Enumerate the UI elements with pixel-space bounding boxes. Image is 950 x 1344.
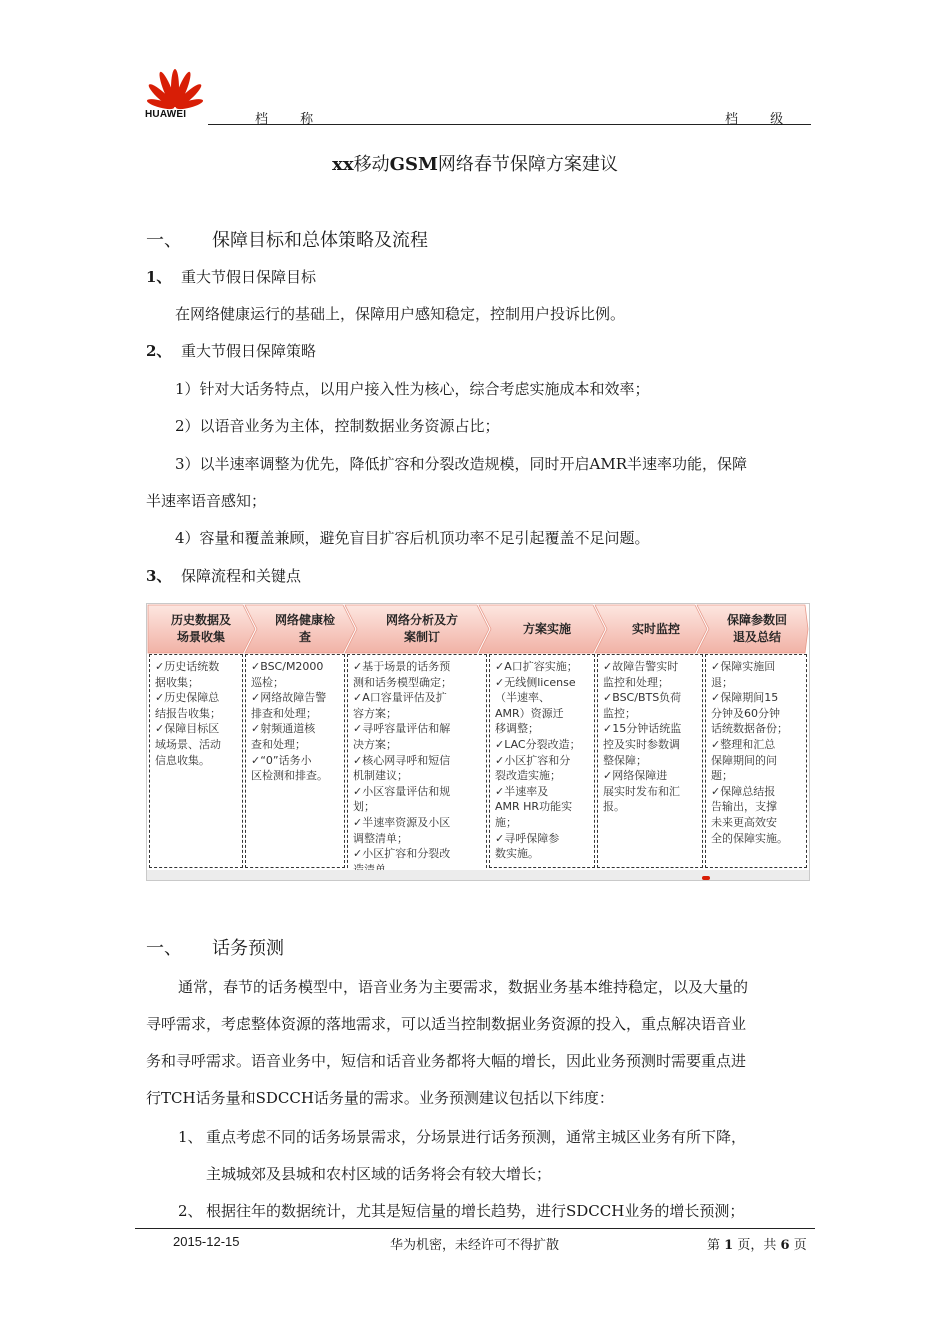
subheading-goal: 1、 重大节假日保障目标 [146, 268, 316, 286]
goal-paragraph: 在网络健康运行的基础上，保障用户感知稳定，控制用户投诉比例。 [175, 305, 626, 323]
strategy-item-2: 2）以语音业务为主体，控制数据业务资源占比； [175, 417, 500, 435]
stage-analysis-plan: 网络分析及方 案制订 [385, 613, 458, 644]
stage-implementation: 方案实施 [522, 621, 571, 636]
forecast-paragraph-line-4: 行TCH话务量和SDCCH话务量的需求。业务预测建议包括以下纬度： [146, 1089, 614, 1107]
strategy-item-3-cont: 半速率语音感知； [146, 492, 267, 510]
subheading-process: 3、 保障流程和关键点 [146, 567, 301, 585]
header-doc-name-label: 档 称 [255, 112, 328, 127]
stage-rollback-summary: 保障参数回 退及总结 [726, 613, 787, 644]
footer-rule [135, 1228, 815, 1229]
process-flow-diagram [146, 603, 810, 881]
header-doc-level-label: 档 级 [725, 112, 798, 127]
stage-column-1: ✓历史话统数 据收集； ✓历史保障总 结报告收集； ✓保障目标区 域场景、活动 信息收集。 [149, 654, 243, 868]
stage-history-data: 历史数据及 场景收集 [170, 613, 231, 644]
stage-column-2: ✓BSC/M2000 巡检； ✓网络故障告警 排查和处理； ✓射频通道核 查和处理； ✓“0”话务小 区检测和排查。 [245, 654, 345, 868]
stage-health-check: 网络健康检 查 [274, 613, 335, 644]
forecast-item-2-num: 2、 [178, 1202, 203, 1220]
header-rule [208, 124, 811, 125]
red-accent-mark [702, 876, 710, 880]
stage-column-5: ✓故障告警实时 监控和处理； ✓BSC/BTS负荷 监控； ✓15分钟话统监 控及实时参数调 整保障； ✓网络保障进 展实时发布和汇 报。 [597, 654, 703, 868]
footer-date: 2015-12-15 [173, 1234, 240, 1249]
footer-page-number: 第 1 页，共 6 页 [707, 1238, 807, 1253]
stage-column-6: ✓保障实施回 退； ✓保障期间15 分钟及60分钟 话统数据备份； ✓整理和汇总 保障期间的问 题； ✓保障总结报 告输出，支撑 未来更高效安 全的保障实施。 [705, 654, 807, 868]
forecast-paragraph-line-2: 寻呼需求，考虑整体资源的落地需求，可以适当控制数据业务资源的投入，重点解决语音业 [146, 1015, 747, 1033]
forecast-item-1-cont: 主城城郊及县城和农村区域的话务将会有较大增长； [206, 1165, 552, 1183]
stage-column-4: ✓A口扩容实施； ✓无线侧license （半速率、 AMR）资源迁 移调整； ✓LAC分裂改造； ✓小区扩容和分 裂改造实施； ✓半速率及 AMR HR功能实 施； ✓寻呼保障参 数实施。 [489, 654, 595, 868]
forecast-item-1: 重点考虑不同的话务场景需求，分场景进行话务预测，通常主城区业务有所下降， [206, 1128, 747, 1146]
section-heading-2: 一、 话务预测 [146, 938, 284, 959]
footer-confidential-notice: 华为机密，未经许可不得扩散 [390, 1238, 560, 1253]
forecast-paragraph-line-3: 务和寻呼需求。语音业务中，短信和话音业务都将大幅的增长，因此业务预测时需要重点进 [146, 1052, 747, 1070]
stage-realtime-monitor: 实时监控 [631, 621, 680, 636]
forecast-item-1-num: 1、 [178, 1128, 203, 1146]
forecast-paragraph-line-1: 通常，春节的话务模型中，语音业务为主要需求，数据业务基本维持稳定，以及大量的 [178, 978, 749, 996]
logo-wordmark: HUAWEI [145, 109, 187, 120]
strategy-item-1: 1）针对大话务特点，以用户接入性为核心，综合考虑实施成本和效率； [175, 380, 650, 398]
strategy-item-3: 3）以半速率调整为优先，降低扩容和分裂改造规模，同时开启AMR半速率功能，保障 [175, 455, 748, 473]
stage-column-3: ✓基于场景的话务预 测和话务模型确定； ✓A口容量评估及扩 容方案； ✓寻呼容量评估和解 决方案； ✓核心网寻呼和短信 机制建议； ✓小区容量评估和规 划； ✓半速率资源及小区 调整清单； ✓小区扩容和分裂改 [347, 654, 487, 878]
section-heading-1: 一、 保障目标和总体策略及流程 [146, 230, 428, 251]
subheading-strategy: 2、 重大节假日保障策略 [146, 342, 316, 360]
document-title: xx移动GSM网络春节保障方案建议 [332, 154, 618, 175]
strategy-item-4: 4）容量和覆盖兼顾，避免盲目扩容后机顶功率不足引起覆盖不足问题。 [175, 529, 650, 547]
forecast-item-2: 根据往年的数据统计，尤其是短信量的增长趋势，进行SDCCH业务的增长预测； [206, 1202, 745, 1220]
